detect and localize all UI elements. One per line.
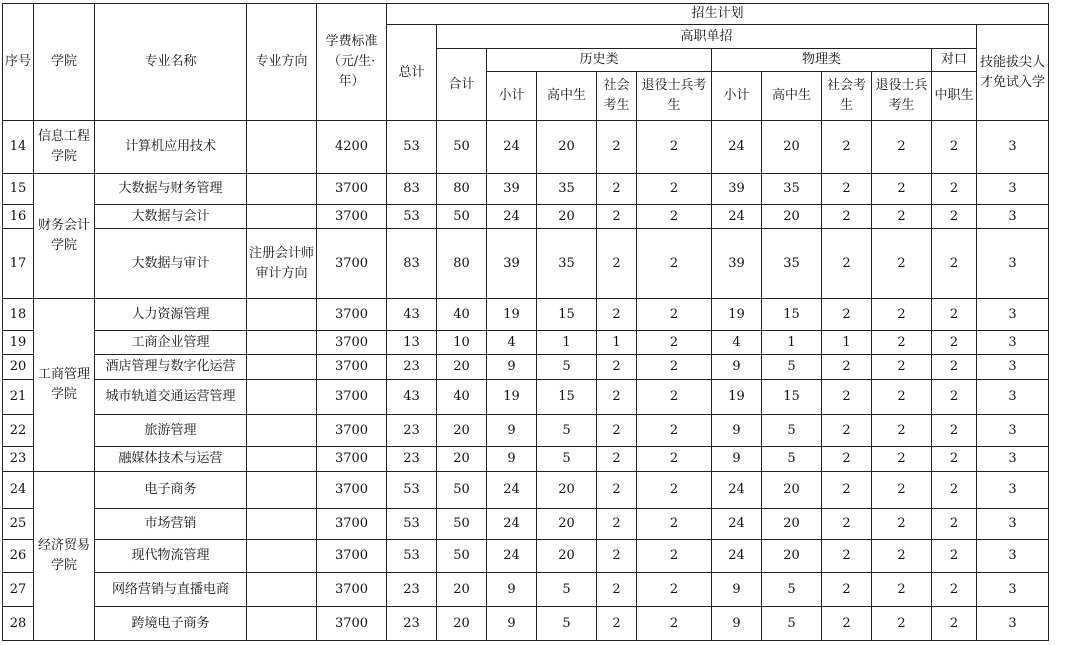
- cell-major: 旅游管理: [95, 415, 247, 447]
- cell-direction: [247, 447, 317, 472]
- cell-fee: 3700: [317, 447, 387, 472]
- cell-seq: 15: [3, 174, 34, 205]
- cell-seq: 16: [3, 205, 34, 229]
- header-history-social: 社会考生: [597, 72, 637, 121]
- cell-heji: 40: [437, 299, 487, 331]
- cell-h-soc: 2: [597, 472, 637, 509]
- cell-p-soc: 2: [822, 355, 872, 380]
- header-heji: 合计: [437, 49, 487, 121]
- cell-h-high: 5: [537, 607, 597, 641]
- cell-p-sub: 24: [712, 205, 762, 229]
- cell-p-sub: 9: [712, 573, 762, 607]
- cell-heji: 50: [437, 205, 487, 229]
- cell-total: 53: [387, 121, 437, 174]
- cell-total: 53: [387, 472, 437, 509]
- cell-p-soc: 2: [822, 607, 872, 641]
- cell-zz: 2: [932, 299, 977, 331]
- cell-fee: 3700: [317, 540, 387, 573]
- cell-skill: 3: [977, 299, 1049, 331]
- cell-heji: 50: [437, 472, 487, 509]
- cell-seq: 24: [3, 472, 34, 509]
- table-row: [3, 355, 1049, 380]
- cell-h-vet: 2: [637, 447, 712, 472]
- cell-p-soc: 2: [822, 380, 872, 415]
- cell-zz: 2: [932, 205, 977, 229]
- cell-p-vet: 2: [872, 205, 932, 229]
- cell-zz: 2: [932, 607, 977, 641]
- cell-p-soc: 2: [822, 229, 872, 299]
- table-row: [3, 205, 1049, 229]
- cell-zz: 2: [932, 229, 977, 299]
- cell-p-high: 35: [762, 229, 822, 299]
- cell-major: 大数据与财务管理: [95, 174, 247, 205]
- cell-h-sub: 4: [487, 331, 537, 355]
- cell-major: 大数据与会计: [95, 205, 247, 229]
- cell-major: 工商企业管理: [95, 331, 247, 355]
- cell-h-vet: 2: [637, 299, 712, 331]
- cell-major: 大数据与审计: [95, 229, 247, 299]
- cell-p-high: 5: [762, 447, 822, 472]
- cell-p-high: 15: [762, 380, 822, 415]
- cell-direction: [247, 472, 317, 509]
- cell-direction: [247, 607, 317, 641]
- cell-p-vet: 2: [872, 355, 932, 380]
- cell-h-vet: 2: [637, 415, 712, 447]
- cell-direction: [247, 121, 317, 174]
- cell-total: 43: [387, 380, 437, 415]
- cell-total: 23: [387, 415, 437, 447]
- cell-major: 市场营销: [95, 509, 247, 540]
- cell-h-soc: 2: [597, 355, 637, 380]
- header-total: 总计: [387, 25, 437, 121]
- cell-h-sub: 19: [487, 299, 537, 331]
- table-row: [3, 331, 1049, 355]
- cell-total: 23: [387, 573, 437, 607]
- cell-direction: [247, 331, 317, 355]
- cell-p-vet: 2: [872, 121, 932, 174]
- cell-p-high: 5: [762, 573, 822, 607]
- cell-zz: 2: [932, 174, 977, 205]
- cell-p-soc: 2: [822, 472, 872, 509]
- cell-fee: 3700: [317, 331, 387, 355]
- header-fee: 学费标准（元/生·年）: [317, 4, 387, 121]
- cell-total: 53: [387, 509, 437, 540]
- college-cell: 财务会计学院: [34, 174, 95, 299]
- table-row: [3, 174, 1049, 205]
- cell-h-sub: 24: [487, 472, 537, 509]
- cell-fee: 3700: [317, 573, 387, 607]
- cell-h-soc: 2: [597, 573, 637, 607]
- cell-p-vet: 2: [872, 331, 932, 355]
- cell-p-vet: 2: [872, 415, 932, 447]
- header-physics-veteran: 退役士兵考生: [872, 72, 932, 121]
- cell-zz: 2: [932, 331, 977, 355]
- cell-p-high: 5: [762, 607, 822, 641]
- cell-fee: 3700: [317, 415, 387, 447]
- header-skill: 技能拔尖人才免试入学: [977, 25, 1049, 121]
- cell-skill: 3: [977, 355, 1049, 380]
- table-row: [3, 472, 1049, 509]
- cell-h-high: 20: [537, 509, 597, 540]
- cell-p-vet: 2: [872, 174, 932, 205]
- table-row: [3, 229, 1049, 299]
- cell-h-vet: 2: [637, 540, 712, 573]
- cell-p-high: 20: [762, 509, 822, 540]
- cell-skill: 3: [977, 472, 1049, 509]
- cell-h-sub: 9: [487, 447, 537, 472]
- cell-seq: 17: [3, 229, 34, 299]
- cell-p-high: 35: [762, 174, 822, 205]
- cell-heji: 20: [437, 607, 487, 641]
- cell-h-sub: 24: [487, 121, 537, 174]
- college-cell: 信息工程学院: [34, 121, 95, 174]
- cell-p-sub: 24: [712, 540, 762, 573]
- cell-h-soc: 2: [597, 509, 637, 540]
- cell-h-sub: 9: [487, 355, 537, 380]
- cell-h-sub: 39: [487, 174, 537, 205]
- header-zhongzhi: 中职生: [932, 72, 977, 121]
- cell-h-sub: 19: [487, 380, 537, 415]
- cell-p-soc: 2: [822, 299, 872, 331]
- cell-h-soc: 2: [597, 299, 637, 331]
- cell-h-sub: 9: [487, 573, 537, 607]
- cell-seq: 25: [3, 509, 34, 540]
- cell-p-sub: 19: [712, 299, 762, 331]
- cell-p-vet: 2: [872, 380, 932, 415]
- cell-h-vet: 2: [637, 205, 712, 229]
- table-row: [3, 299, 1049, 331]
- cell-h-soc: 2: [597, 540, 637, 573]
- cell-total: 23: [387, 607, 437, 641]
- college-cell: 工商管理学院: [34, 299, 95, 472]
- cell-total: 53: [387, 540, 437, 573]
- cell-fee: 3700: [317, 205, 387, 229]
- cell-h-vet: 2: [637, 174, 712, 205]
- cell-h-high: 5: [537, 447, 597, 472]
- cell-heji: 80: [437, 174, 487, 205]
- cell-p-vet: 2: [872, 573, 932, 607]
- cell-p-sub: 9: [712, 415, 762, 447]
- cell-heji: 20: [437, 573, 487, 607]
- cell-skill: 3: [977, 415, 1049, 447]
- cell-fee: 3700: [317, 509, 387, 540]
- cell-seq: 26: [3, 540, 34, 573]
- cell-p-high: 20: [762, 121, 822, 174]
- cell-skill: 3: [977, 380, 1049, 415]
- cell-heji: 20: [437, 415, 487, 447]
- header-seq: 序号: [3, 4, 34, 121]
- cell-h-high: 5: [537, 415, 597, 447]
- cell-p-sub: 24: [712, 472, 762, 509]
- cell-skill: 3: [977, 447, 1049, 472]
- header-physics: 物理类: [712, 49, 932, 72]
- cell-heji: 80: [437, 229, 487, 299]
- table-row: [3, 509, 1049, 540]
- cell-seq: 18: [3, 299, 34, 331]
- cell-major: 融媒体技术与运营: [95, 447, 247, 472]
- cell-h-vet: 2: [637, 331, 712, 355]
- table-row: [3, 540, 1049, 573]
- cell-seq: 14: [3, 121, 34, 174]
- cell-skill: 3: [977, 121, 1049, 174]
- cell-h-soc: 2: [597, 380, 637, 415]
- cell-h-soc: 2: [597, 121, 637, 174]
- cell-p-vet: 2: [872, 607, 932, 641]
- cell-p-vet: 2: [872, 299, 932, 331]
- cell-p-sub: 9: [712, 447, 762, 472]
- table-row: [3, 447, 1049, 472]
- cell-h-high: 20: [537, 121, 597, 174]
- cell-p-sub: 19: [712, 380, 762, 415]
- cell-direction: [247, 205, 317, 229]
- cell-p-soc: 2: [822, 205, 872, 229]
- header-plan: 招生计划: [387, 4, 1049, 25]
- cell-p-soc: 2: [822, 415, 872, 447]
- cell-zz: 2: [932, 472, 977, 509]
- cell-fee: 3700: [317, 174, 387, 205]
- cell-skill: 3: [977, 331, 1049, 355]
- header-gaozhi: 高职单招: [437, 25, 977, 49]
- cell-p-high: 20: [762, 472, 822, 509]
- cell-p-soc: 2: [822, 540, 872, 573]
- cell-h-vet: 2: [637, 121, 712, 174]
- header-direction: 专业方向: [247, 4, 317, 121]
- cell-p-soc: 2: [822, 573, 872, 607]
- cell-skill: 3: [977, 509, 1049, 540]
- cell-p-sub: 39: [712, 174, 762, 205]
- cell-p-high: 20: [762, 540, 822, 573]
- table-row: [3, 121, 1049, 174]
- cell-fee: 3700: [317, 607, 387, 641]
- cell-h-high: 15: [537, 299, 597, 331]
- cell-total: 83: [387, 174, 437, 205]
- header-history-highschool: 高中生: [537, 72, 597, 121]
- cell-total: 43: [387, 299, 437, 331]
- table-row: [3, 415, 1049, 447]
- cell-skill: 3: [977, 607, 1049, 641]
- cell-zz: 2: [932, 573, 977, 607]
- cell-p-sub: 4: [712, 331, 762, 355]
- cell-fee: 3700: [317, 355, 387, 380]
- cell-h-vet: 2: [637, 380, 712, 415]
- cell-seq: 20: [3, 355, 34, 380]
- cell-total: 83: [387, 229, 437, 299]
- cell-fee: 4200: [317, 121, 387, 174]
- cell-p-soc: 2: [822, 447, 872, 472]
- cell-h-sub: 24: [487, 540, 537, 573]
- cell-p-sub: 39: [712, 229, 762, 299]
- cell-zz: 2: [932, 540, 977, 573]
- cell-p-sub: 24: [712, 509, 762, 540]
- cell-major: 跨境电子商务: [95, 607, 247, 641]
- cell-p-soc: 2: [822, 121, 872, 174]
- cell-skill: 3: [977, 205, 1049, 229]
- cell-major: 现代物流管理: [95, 540, 247, 573]
- cell-heji: 50: [437, 121, 487, 174]
- cell-major: 电子商务: [95, 472, 247, 509]
- header-college: 学院: [34, 4, 95, 121]
- cell-h-high: 35: [537, 174, 597, 205]
- cell-seq: 19: [3, 331, 34, 355]
- header-physics-subtotal: 小计: [712, 72, 762, 121]
- cell-p-sub: 24: [712, 121, 762, 174]
- table-row: [3, 573, 1049, 607]
- cell-skill: 3: [977, 229, 1049, 299]
- cell-direction: 注册会计师审计方向: [247, 229, 317, 299]
- college-cell: 经济贸易学院: [34, 472, 95, 641]
- cell-p-high: 20: [762, 205, 822, 229]
- cell-p-soc: 2: [822, 174, 872, 205]
- cell-p-high: 5: [762, 415, 822, 447]
- cell-fee: 3700: [317, 229, 387, 299]
- cell-p-vet: 2: [872, 509, 932, 540]
- cell-h-soc: 2: [597, 205, 637, 229]
- cell-seq: 21: [3, 380, 34, 415]
- cell-heji: 20: [437, 355, 487, 380]
- cell-h-high: 20: [537, 472, 597, 509]
- cell-seq: 23: [3, 447, 34, 472]
- header-physics-social: 社会考生: [822, 72, 872, 121]
- cell-direction: [247, 355, 317, 380]
- cell-p-vet: 2: [872, 540, 932, 573]
- cell-h-sub: 24: [487, 509, 537, 540]
- cell-h-high: 20: [537, 205, 597, 229]
- cell-p-high: 15: [762, 299, 822, 331]
- cell-seq: 28: [3, 607, 34, 641]
- cell-h-soc: 2: [597, 229, 637, 299]
- cell-fee: 3700: [317, 380, 387, 415]
- table-row: [3, 607, 1049, 641]
- header-history: 历史类: [487, 49, 712, 72]
- cell-direction: [247, 415, 317, 447]
- cell-major: 人力资源管理: [95, 299, 247, 331]
- cell-skill: 3: [977, 174, 1049, 205]
- cell-h-soc: 2: [597, 415, 637, 447]
- cell-h-vet: 2: [637, 573, 712, 607]
- cell-h-high: 5: [537, 355, 597, 380]
- cell-direction: [247, 509, 317, 540]
- cell-h-soc: 1: [597, 331, 637, 355]
- cell-major: 网络营销与直播电商: [95, 573, 247, 607]
- cell-h-vet: 2: [637, 355, 712, 380]
- cell-h-sub: 9: [487, 607, 537, 641]
- cell-p-soc: 1: [822, 331, 872, 355]
- cell-heji: 50: [437, 509, 487, 540]
- cell-zz: 2: [932, 355, 977, 380]
- cell-skill: 3: [977, 540, 1049, 573]
- cell-direction: [247, 573, 317, 607]
- header-physics-highschool: 高中生: [762, 72, 822, 121]
- cell-h-high: 15: [537, 380, 597, 415]
- cell-h-vet: 2: [637, 607, 712, 641]
- cell-heji: 40: [437, 380, 487, 415]
- cell-zz: 2: [932, 380, 977, 415]
- header-history-subtotal: 小计: [487, 72, 537, 121]
- cell-h-vet: 2: [637, 229, 712, 299]
- cell-h-high: 5: [537, 573, 597, 607]
- cell-major: 酒店管理与数字化运营: [95, 355, 247, 380]
- cell-p-vet: 2: [872, 472, 932, 509]
- cell-direction: [247, 380, 317, 415]
- cell-major: 计算机应用技术: [95, 121, 247, 174]
- cell-zz: 2: [932, 121, 977, 174]
- cell-fee: 3700: [317, 299, 387, 331]
- cell-h-high: 1: [537, 331, 597, 355]
- cell-p-vet: 2: [872, 447, 932, 472]
- cell-heji: 10: [437, 331, 487, 355]
- cell-zz: 2: [932, 415, 977, 447]
- cell-seq: 22: [3, 415, 34, 447]
- cell-h-sub: 9: [487, 415, 537, 447]
- cell-h-soc: 2: [597, 607, 637, 641]
- cell-h-vet: 2: [637, 509, 712, 540]
- cell-heji: 20: [437, 447, 487, 472]
- cell-h-high: 20: [537, 540, 597, 573]
- cell-total: 53: [387, 205, 437, 229]
- cell-direction: [247, 540, 317, 573]
- cell-seq: 27: [3, 573, 34, 607]
- cell-p-vet: 2: [872, 229, 932, 299]
- header-duikou: 对口: [932, 49, 977, 72]
- cell-heji: 50: [437, 540, 487, 573]
- enrollment-plan-table: [2, 3, 1049, 641]
- cell-p-high: 5: [762, 355, 822, 380]
- cell-zz: 2: [932, 447, 977, 472]
- cell-total: 23: [387, 355, 437, 380]
- header-history-veteran: 退役士兵考生: [637, 72, 712, 121]
- cell-direction: [247, 299, 317, 331]
- cell-h-high: 35: [537, 229, 597, 299]
- cell-h-soc: 2: [597, 447, 637, 472]
- cell-p-sub: 9: [712, 607, 762, 641]
- cell-total: 13: [387, 331, 437, 355]
- cell-p-high: 1: [762, 331, 822, 355]
- cell-skill: 3: [977, 573, 1049, 607]
- cell-h-sub: 39: [487, 229, 537, 299]
- cell-h-vet: 2: [637, 472, 712, 509]
- table-row: [3, 380, 1049, 415]
- cell-h-sub: 24: [487, 205, 537, 229]
- cell-major: 城市轨道交通运营管理: [95, 380, 247, 415]
- cell-direction: [247, 174, 317, 205]
- cell-p-soc: 2: [822, 509, 872, 540]
- cell-h-soc: 2: [597, 174, 637, 205]
- cell-fee: 3700: [317, 472, 387, 509]
- cell-total: 23: [387, 447, 437, 472]
- cell-zz: 2: [932, 509, 977, 540]
- cell-p-sub: 9: [712, 355, 762, 380]
- header-major: 专业名称: [95, 4, 247, 121]
